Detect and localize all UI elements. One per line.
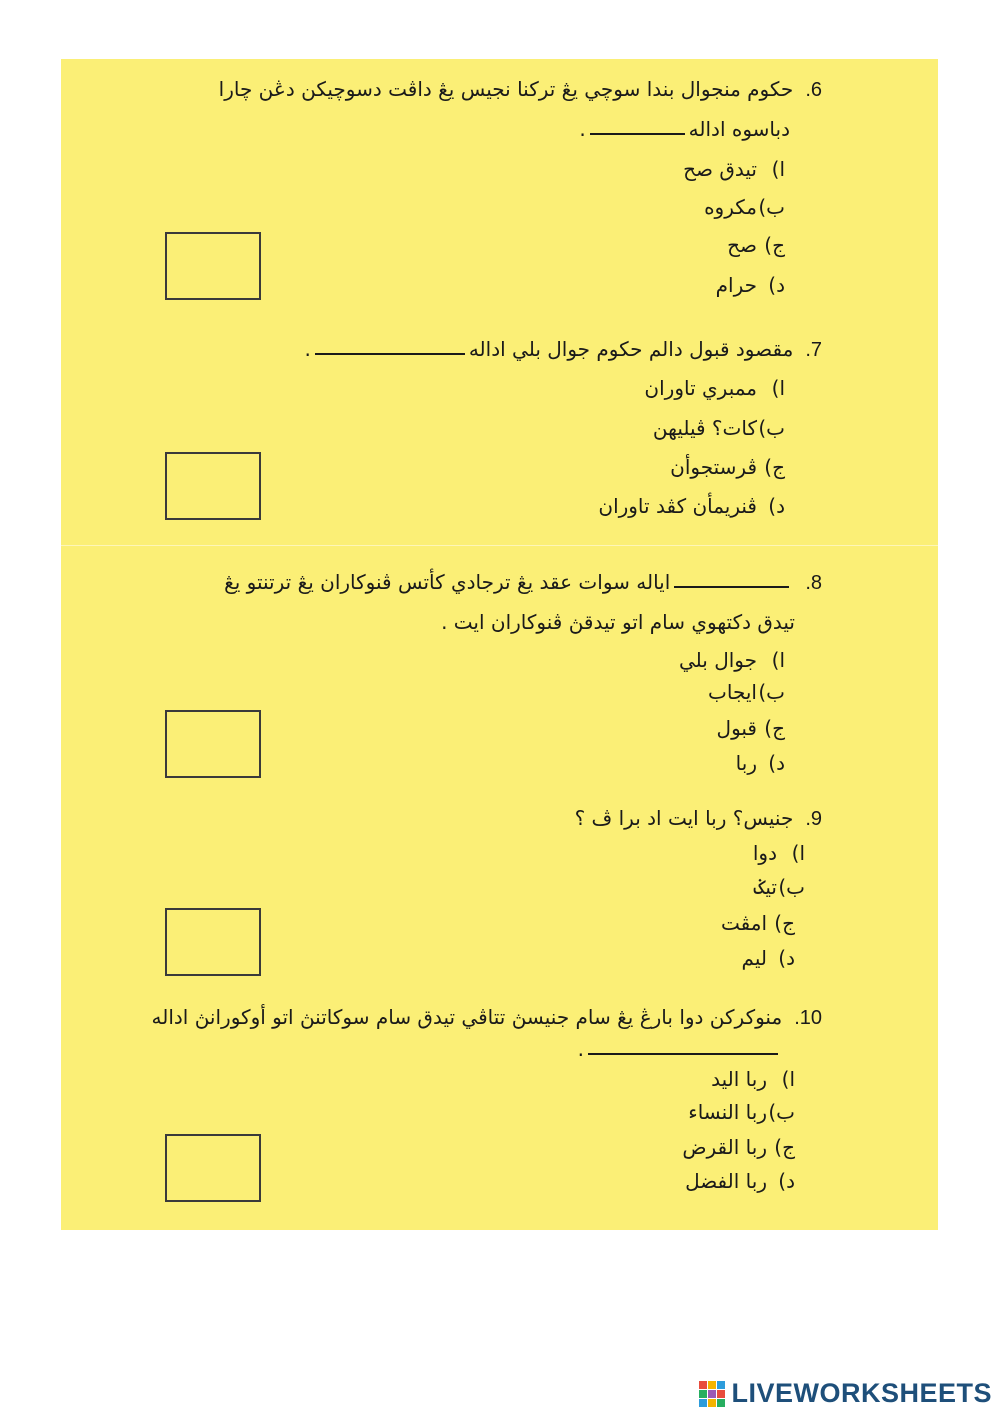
option-text: ربا الفضل — [685, 1169, 767, 1193]
answer-input-box[interactable] — [165, 710, 261, 778]
option-d — [685, 1168, 795, 1194]
option-text: صح — [727, 233, 757, 257]
option-letter: ب) — [768, 1100, 795, 1124]
question-10-text-cont — [578, 1036, 782, 1062]
logo-square — [708, 1390, 716, 1398]
question-text: منوكركن دوا بارڠ يڠ سام جنيسڽ تتاڤي تيدق سام سوكاتنڽ اتو أوكورانڽ اداله — [151, 1005, 783, 1029]
option-letter: ب) — [778, 875, 805, 899]
option-b — [653, 415, 785, 441]
logo-square — [708, 1381, 716, 1389]
question-text: حكوم منجوال بندا سوچي يڠ تركنا نجيس يڠ داڤت دسوچيكن دڠن چارا — [218, 77, 794, 101]
option-text: ربا اليد — [711, 1067, 767, 1091]
question-number: 7. — [805, 339, 822, 361]
option-text: جوال بلي — [679, 648, 757, 672]
answer-input-box[interactable] — [165, 232, 261, 300]
option-a — [711, 1066, 795, 1092]
logo-square — [717, 1399, 725, 1407]
option-text: ڤنريمأن كڤد تاوران — [598, 494, 757, 518]
option-text: امڤت — [720, 911, 767, 935]
option-a — [753, 840, 805, 866]
option-c — [682, 1134, 795, 1160]
option-letter: ا) — [771, 157, 785, 181]
brand-name: LIVEWORKSHEETS — [731, 1378, 992, 1408]
answer-blank[interactable] — [315, 353, 465, 355]
answer-input-box[interactable] — [165, 1134, 261, 1202]
logo-square — [708, 1399, 716, 1407]
option-letter: د) — [768, 494, 785, 518]
option-text: كات؟ ڤيليهن — [652, 416, 757, 440]
question-text: جنيس؟ ربا ايت اد برا ڤ ؟ — [574, 806, 794, 830]
option-d — [716, 272, 785, 298]
logo-square — [717, 1381, 725, 1389]
option-letter: ا) — [791, 841, 805, 865]
option-letter: د) — [768, 751, 785, 775]
question-9-text — [575, 805, 822, 832]
question-6-text-cont — [579, 116, 790, 142]
option-text: دوا — [752, 841, 777, 865]
question-number: 10. — [794, 1007, 822, 1029]
option-letter: د) — [768, 273, 785, 297]
option-letter: ا) — [771, 648, 785, 672]
question-7-text — [304, 336, 822, 363]
question-text: اياله سوات عقد يڠ ترجادي كأتس ڤنوكاران يڠ ترتنتو يڠ — [224, 570, 671, 594]
question-text: مقصود قبول دالم حكوم جوال بلي اداله — [468, 337, 794, 361]
question-8-text — [224, 569, 822, 596]
liveworksheets-logo — [699, 1378, 992, 1409]
option-letter: ب) — [758, 195, 785, 219]
logo-square — [699, 1399, 707, 1407]
answer-blank[interactable] — [588, 1053, 778, 1055]
option-letter: ب) — [758, 416, 785, 440]
question-number: 9. — [805, 808, 822, 830]
option-a — [683, 156, 785, 182]
option-c — [717, 715, 785, 741]
answer-input-box[interactable] — [165, 452, 261, 520]
question-number: 6. — [805, 79, 822, 101]
option-letter: ا) — [781, 1067, 795, 1091]
option-d — [736, 750, 785, 776]
option-text: حرام — [715, 273, 757, 297]
answer-input-box[interactable] — [165, 908, 261, 976]
option-text: ممبري تاوران — [644, 376, 757, 400]
option-b — [754, 874, 805, 900]
option-letter: ج) — [764, 233, 785, 257]
option-text: ربا النساء — [688, 1100, 767, 1124]
option-b — [704, 194, 785, 220]
option-b — [708, 679, 785, 705]
option-letter: ج) — [774, 1135, 795, 1159]
option-letter: ج) — [764, 455, 785, 479]
option-text: تيݢ — [753, 875, 777, 899]
page-divider — [61, 545, 938, 546]
question-6-text — [219, 76, 822, 103]
question-text: . — [577, 1037, 584, 1061]
option-text: ايجاب — [708, 680, 757, 704]
question-number: 8. — [805, 572, 822, 594]
answer-blank[interactable] — [590, 133, 685, 135]
question-8-text-cont — [441, 609, 795, 635]
option-a — [679, 647, 785, 673]
question-10-text — [152, 1004, 822, 1031]
question-text: . — [304, 337, 311, 361]
option-text: ليم — [741, 946, 767, 970]
logo-square — [699, 1381, 707, 1389]
option-letter: ب) — [758, 680, 785, 704]
option-letter: ج) — [774, 911, 795, 935]
option-text: ربا القرض — [682, 1135, 767, 1159]
option-letter: ا) — [771, 376, 785, 400]
option-letter: د) — [778, 1169, 795, 1193]
question-text: تيدق دكتهوي سام اتو تيدقڽ ڤنوكاران ايت . — [441, 610, 795, 634]
logo-mark-icon — [699, 1381, 725, 1407]
option-text: ڤرستجوأن — [670, 455, 757, 479]
logo-square — [717, 1390, 725, 1398]
option-c — [670, 454, 785, 480]
option-d — [742, 945, 795, 971]
question-text: . — [579, 117, 586, 141]
option-text: ربا — [735, 751, 757, 775]
answer-blank[interactable] — [674, 586, 789, 588]
option-letter: د) — [778, 946, 795, 970]
option-a — [644, 375, 785, 401]
option-text: مكروه — [704, 195, 757, 219]
question-text: دباسوه اداله — [688, 117, 790, 141]
option-b — [688, 1099, 795, 1125]
option-d — [598, 493, 785, 519]
option-c — [727, 232, 785, 258]
logo-square — [699, 1390, 707, 1398]
option-text: قبول — [716, 716, 757, 740]
option-letter: ج) — [764, 716, 785, 740]
option-text: تيدق صح — [683, 157, 757, 181]
option-c — [721, 910, 795, 936]
